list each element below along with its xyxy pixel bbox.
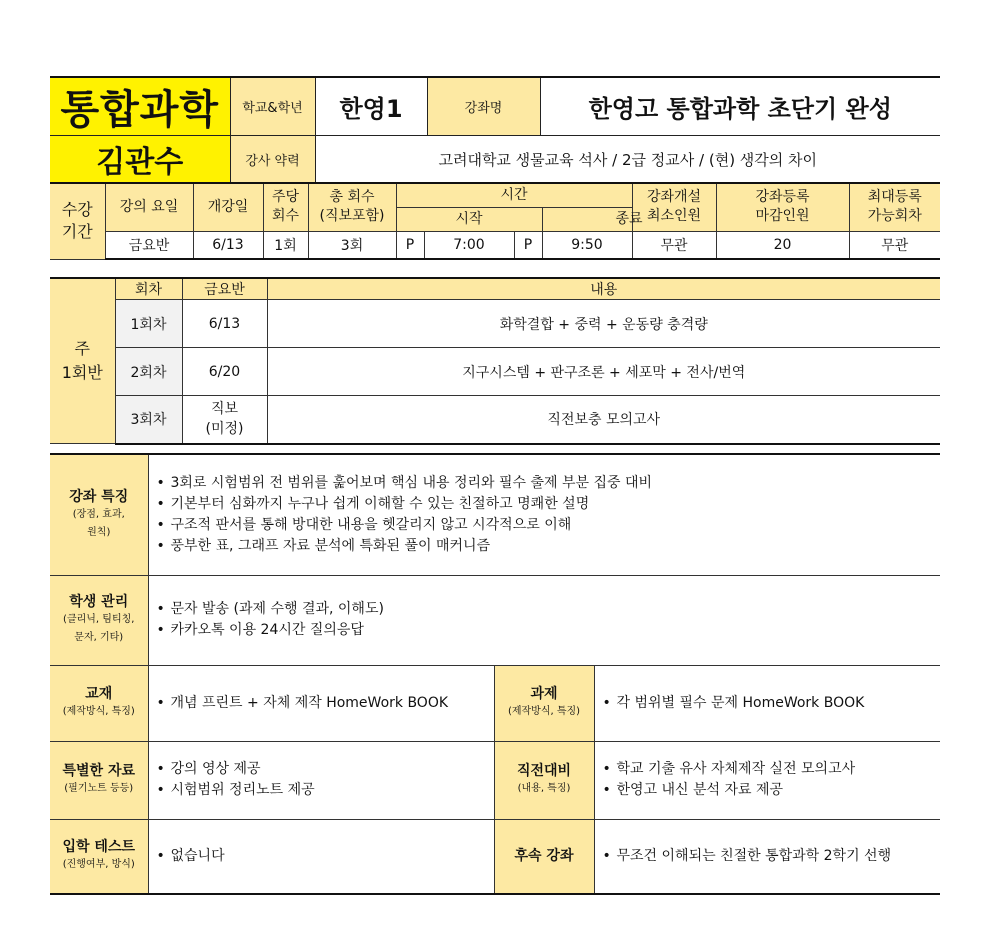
total-sessions-value: 3회 <box>308 231 396 259</box>
list-item: • 풍부한 표, 그래프 자료 분석에 특화된 풀이 매커니즘 <box>157 536 941 557</box>
textbook-title: 교재 <box>85 686 113 702</box>
followup-content <box>594 819 940 894</box>
textbook-sub: (제작방식, 특징) <box>62 706 135 717</box>
curriculum-table <box>50 277 940 445</box>
homework-title: 과제 <box>530 686 558 702</box>
management-sub: (클리닉, 팀티칭, 문자, 기타) <box>63 614 135 643</box>
list-item: • 개념 프린트 + 자체 제작 HomeWork BOOK <box>157 693 494 714</box>
list-item: • 무조건 이해되는 친절한 통합과학 2학기 선행 <box>603 846 941 867</box>
weekly-label: 주 1회반 <box>50 278 115 444</box>
final-prep-title: 직전대비 <box>516 763 572 779</box>
textbook-content <box>148 665 494 741</box>
management-title: 학생 관리 <box>69 594 129 610</box>
course-info-table <box>50 453 940 895</box>
list-item: • 카카오톡 이용 24시간 질의응답 <box>157 620 941 641</box>
list-item: • 없습니다 <box>157 846 494 867</box>
entrance-label-cell <box>50 819 148 894</box>
period-label: 수강 기간 <box>50 183 105 259</box>
special-label-cell <box>50 741 148 819</box>
textbook-label-cell <box>50 665 148 741</box>
weekly-sessions-header: 주당 회수 <box>263 183 308 231</box>
subject-title: 통합과학 <box>50 77 230 136</box>
list-item: • 각 범위별 필수 문제 HomeWork BOOK <box>603 693 941 714</box>
course-name-label: 강좌명 <box>427 77 540 136</box>
homework-label-cell <box>494 665 594 741</box>
max-sessions-value: 무관 <box>849 231 940 259</box>
special-content <box>148 741 494 819</box>
special-sub: (필기노트 등등) <box>64 783 134 794</box>
date-cell: 직보 (미정) <box>182 396 267 444</box>
teacher-name: 김관수 <box>50 136 230 184</box>
career-value: 고려대학교 생물교육 석사 / 2급 정교사 / (현) 생각의 차이 <box>315 136 940 184</box>
time-header: 시간 <box>396 183 632 207</box>
list-item: • 기본부터 심화까지 누구나 쉽게 이해할 수 있는 친절하고 명쾌한 설명 <box>157 494 941 515</box>
entrance-title: 입학 테스트 <box>62 839 135 856</box>
followup-label-cell <box>494 819 594 894</box>
course-name-value: 한영고 통합과학 초단기 완성 <box>540 77 940 136</box>
start-date-header: 개강일 <box>193 183 263 231</box>
course-header-table <box>50 76 940 185</box>
content-header: 내용 <box>267 278 940 300</box>
final-prep-label-cell <box>494 741 594 819</box>
start-time: 7:00 <box>424 231 514 259</box>
table-row <box>50 300 940 348</box>
list-item: • 한영고 내신 분석 자료 제공 <box>603 780 941 801</box>
weekly-sessions-value: 1회 <box>263 231 308 259</box>
session-cell: 1회차 <box>115 300 182 348</box>
content-cell: 지구시스템 + 판구조론 + 세포막 + 전사/번역 <box>267 348 940 396</box>
entrance-sub: (진행여부, 방식) <box>62 859 135 871</box>
list-item: • 구조적 판서를 통해 방대한 내용을 헷갈리지 않고 시각적으로 이해 <box>157 515 941 536</box>
school-grade-value: 한영1 <box>315 77 427 136</box>
special-title: 특별한 자료 <box>62 763 135 779</box>
features-sub: (장점, 효과, 원칙) <box>72 508 125 538</box>
content-cell: 직전보충 모의고사 <box>267 396 940 444</box>
list-item: • 문자 발송 (과제 수행 결과, 이해도) <box>157 599 941 620</box>
session-cell: 3회차 <box>115 396 182 444</box>
day-header: 강의 요일 <box>105 183 193 231</box>
time-start-header: 시작 <box>396 207 542 231</box>
features-content <box>148 454 940 575</box>
deadline-header: 강좌등록 마감인원 <box>716 183 849 231</box>
list-item: • 3회로 시험범위 전 범위를 훑어보며 핵심 내용 정리와 필수 출제 부분 집중 대비 <box>157 473 941 494</box>
max-sessions-header: 최대등록 가능회차 <box>849 183 940 231</box>
followup-title: 후속 강좌 <box>514 848 574 865</box>
end-ampm: P <box>514 231 542 259</box>
school-grade-label: 학교&학년 <box>230 77 315 136</box>
min-students-value: 무관 <box>632 231 716 259</box>
final-prep-sub: (내용, 특징) <box>517 783 571 794</box>
management-content <box>148 575 940 665</box>
table-row <box>50 348 940 396</box>
day-value: 금요반 <box>105 231 193 259</box>
list-item: • 학교 기출 유사 자체제작 실전 모의고사 <box>603 759 941 780</box>
content-cell: 화학결합 + 중력 + 운동량 충격량 <box>267 300 940 348</box>
end-time: 9:50 <box>542 231 632 259</box>
session-cell: 2회차 <box>115 348 182 396</box>
homework-sub: (제작방식, 특징) <box>507 706 581 717</box>
deadline-value: 20 <box>716 231 849 259</box>
date-cell: 6/13 <box>182 300 267 348</box>
final-prep-content <box>594 741 940 819</box>
time-end-header: 종료 <box>542 207 716 231</box>
list-item: • 시험범위 정리노트 제공 <box>157 780 494 801</box>
features-title: 강좌 특징 <box>69 488 129 505</box>
class-header: 금요반 <box>182 278 267 300</box>
career-label: 강사 약력 <box>230 136 315 184</box>
schedule-table <box>50 182 940 260</box>
entrance-content <box>148 819 494 894</box>
table-row <box>50 396 940 444</box>
total-sessions-header: 총 회수 (직보포함) <box>308 183 396 231</box>
list-item: • 강의 영상 제공 <box>157 759 494 780</box>
date-cell: 6/20 <box>182 348 267 396</box>
management-label-cell <box>50 575 148 665</box>
min-students-header: 강좌개설 최소인원 <box>632 183 716 231</box>
homework-content <box>594 665 940 741</box>
features-label-cell <box>50 454 148 575</box>
start-ampm: P <box>396 231 424 259</box>
start-date-value: 6/13 <box>193 231 263 259</box>
session-header: 회차 <box>115 278 182 300</box>
